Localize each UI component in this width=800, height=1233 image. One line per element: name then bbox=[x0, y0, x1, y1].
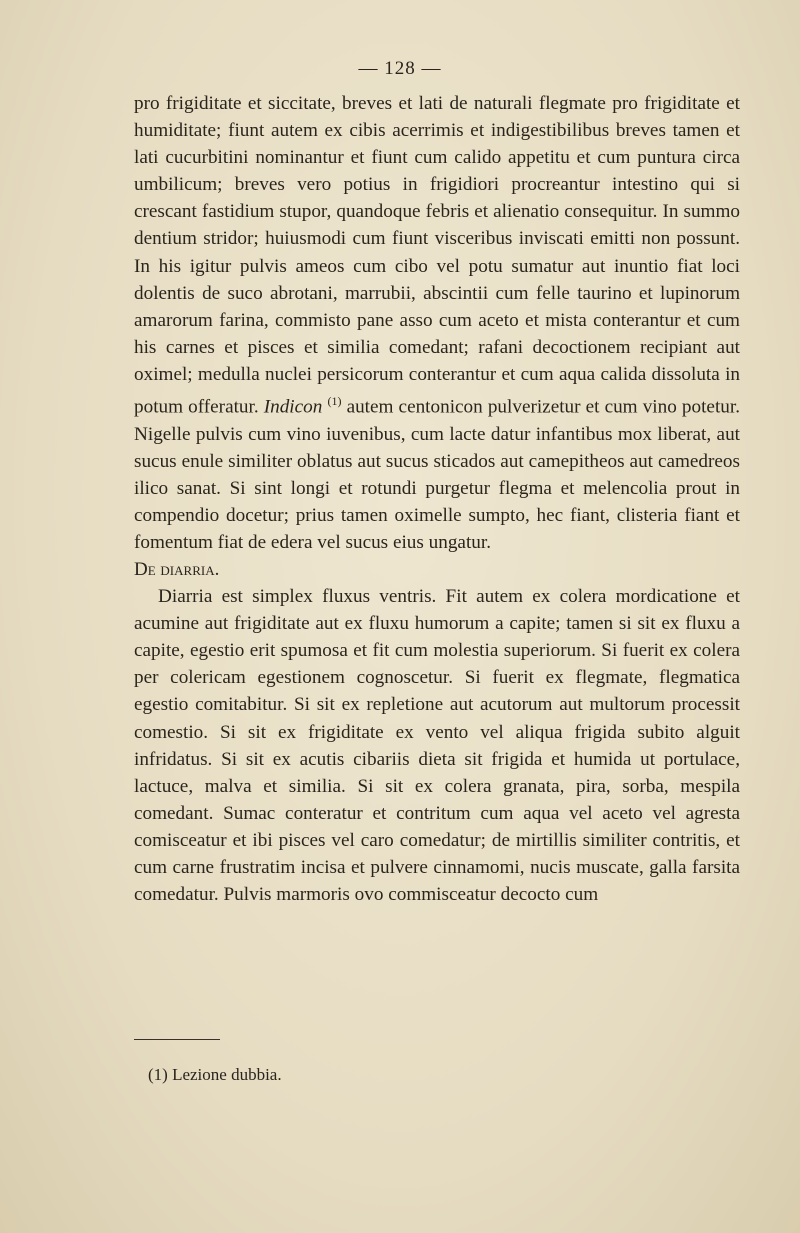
paragraph-1 bbox=[134, 90, 740, 556]
italic-term: Indicon bbox=[263, 396, 323, 418]
section-heading: De diarria. bbox=[134, 558, 220, 580]
footnote-divider bbox=[134, 1039, 220, 1040]
paragraph-1-text-a: pro frigiditate et siccitate, breves et lati de naturali flegmate pro frigiditate et humiditate; fiunt autem ex cibis acerrimis et indigestibilibus breves tamen et lati cucurbitini nominantur et fiunt cum calido appetitu et cum puntura circa umbilicum; breves vero potius in frigidiori procreantur intestino qui si crescant fastidium stupor, quandoque febris et alienatio consequitur. In summo dentium stridor; huiusmodi cum fiunt visceribus inviscati emitti non possunt. In his igitur pulvis ameos cum cibo vel potu sumatur aut inuntio fiat loci dolentis de suco abrotani, marrubii, abscintii cum felle taurino et lupinorum amarorum farina, commisto pane asso cum aceto et mista conterantur et cum his carnes et pisces et similia comedant; rafani decoctionem recipiant aut oximel; medulla nuclei persicorum conterantur et cum aqua calida dissoluta in potum offeratur. bbox=[134, 93, 740, 418]
page-number: — 128 — bbox=[358, 58, 442, 79]
footnote: (1) Lezione dubbia. bbox=[148, 1065, 282, 1084]
body-text bbox=[134, 90, 740, 908]
paragraph-1-text-b: autem centonicon pulverizetur et cum vino potetur. Nigelle pulvis cum vino iuvenibus, cum lacte datur infantibus mox liberat, aut sucus enule similiter oblatus aut sucus sticados aut camepitheos aut camedreos ilico sanat. Si sint longi et rotundi purgetur flegma et melencolia prout in compendio docetur; prius tamen oximelle sumpto, hec fiant, clisteria fiant et fomentum fiat de edera vel sucus eius ungatur. bbox=[134, 396, 740, 553]
footnote-reference: (1) bbox=[327, 394, 342, 409]
paragraph-2: Diarria est simplex fluxus ventris. Fit autem ex colera mordicatione et acumine aut frigiditate aut ex fluxu humorum a capite; tamen si sit ex fluxu a capite, egestio erit spumosa et fit cum molestia superiorum. Si fuerit ex colera per colericam egestionem cognoscetur. Si fuerit ex flegmate, flegmatica egestio comitabitur. Si sit ex repletione aut acutorum aut multorum processit comestio. Si sit ex frigiditate ex vento vel aliqua frigida subito alguit infridatus. Si sit ex acutis cibariis dieta sit frigida et humida ut portulace, lactuce, malva et similia. Si sit ex colera granata, pira, sorba, mespila comedant. Sumac conteratur et contritum cum aqua vel aceto vel agresta comisceatur et ibi pisces vel caro comedatur; de mirtillis similiter contritis, et cum carne frustratim incisa et pulvere cinnamomi, nucis muscate, galla farsita comedatur. Pulvis marmoris ovo commisceatur decocto cum bbox=[134, 586, 740, 906]
